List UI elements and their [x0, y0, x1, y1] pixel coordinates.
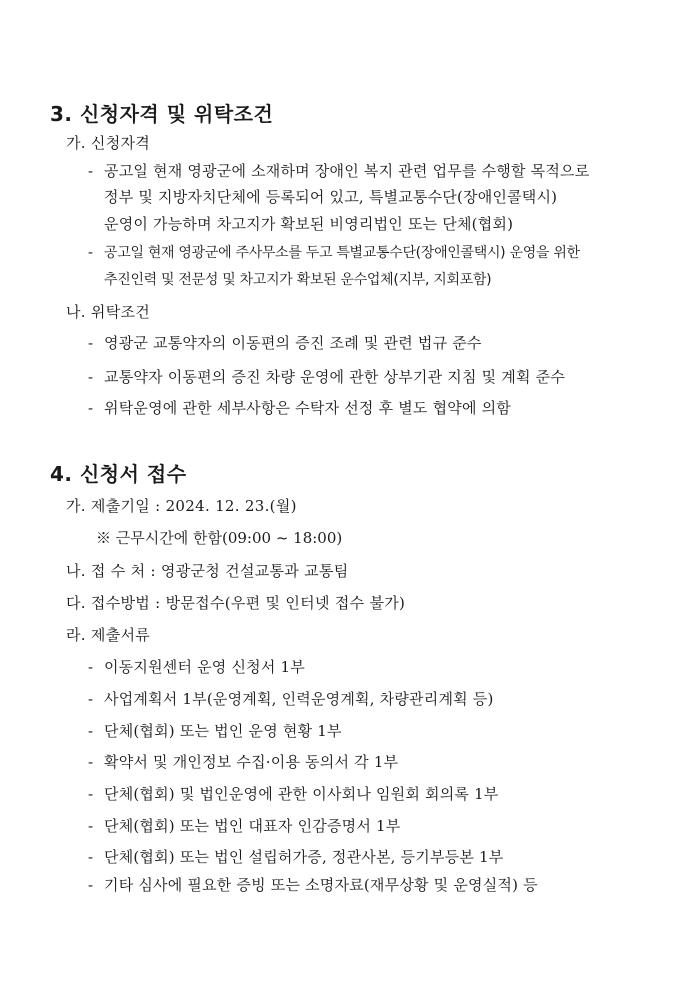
list-item — [88, 366, 565, 387]
bullet-dash: - — [88, 876, 94, 894]
list-item — [88, 160, 589, 181]
bullet-dash: - — [88, 368, 94, 386]
list-item — [88, 783, 499, 804]
list-item — [88, 751, 398, 772]
bullet-dash: - — [88, 848, 94, 866]
subsection-deadline: 가. 제출기일 : 2024. 12. 23.(월) — [66, 497, 297, 515]
item-text: 영광군 교통약자의 이동편의 증진 조례 및 관련 법규 준수 — [104, 334, 482, 352]
subsection-required-documents: 라. 제출서류 — [66, 626, 151, 644]
bullet-dash: - — [88, 245, 93, 261]
item-text: 공고일 현재 영광군에 주사무소를 두고 특별교통수단(장애인콜택시) 운영을 위한 — [104, 245, 580, 261]
subsection-reception-office: 나. 접 수 처 : 영광군청 건설교통과 교통팀 — [66, 562, 349, 580]
item-text: 확약서 및 개인정보 수집·이용 동의서 각 1부 — [104, 753, 399, 771]
item-text: 이동지원센터 운영 신청서 1부 — [104, 658, 305, 676]
item-text: 기타 심사에 필요한 증빙 또는 소명자료(재무상황 및 운영실적) 등 — [104, 876, 538, 894]
bullet-dash: - — [88, 785, 94, 803]
list-item — [88, 815, 400, 836]
bullet-dash: - — [88, 658, 94, 676]
bullet-dash: - — [88, 722, 94, 740]
list-item — [88, 720, 342, 741]
bullet-dash: - — [88, 817, 94, 835]
bullet-dash: - — [88, 334, 94, 352]
list-item — [88, 874, 538, 895]
item-text: 단체(협회) 및 법인운영에 관한 이사회나 임원회 회의록 1부 — [104, 785, 499, 803]
subsection-consignment-terms: 나. 위탁조건 — [66, 303, 151, 321]
list-item — [88, 656, 305, 677]
list-item — [88, 397, 511, 418]
subsection-eligibility: 가. 신청자격 — [66, 134, 151, 152]
item-continuation: 운영이 가능하며 차고지가 확보된 비영리법인 또는 단체(협회) — [104, 215, 514, 233]
list-item — [88, 242, 580, 262]
list-item — [88, 846, 503, 867]
item-continuation: 추진인력 및 전문성 및 차고지가 확보된 운수업체(지부, 지회포함) — [104, 272, 492, 288]
note-office-hours: ※ 근무시간에 한함(09:00 ~ 18:00) — [96, 529, 343, 547]
bullet-dash: - — [88, 399, 94, 417]
bullet-dash: - — [88, 753, 94, 771]
bullet-dash: - — [88, 690, 94, 708]
list-item — [88, 332, 482, 353]
list-item — [88, 688, 494, 709]
section-heading-application-submission: 4. 신청서 접수 — [50, 462, 187, 486]
item-text: 단체(협회) 또는 법인 운영 현황 1부 — [104, 722, 342, 740]
section-heading-eligibility: 3. 신청자격 및 위탁조건 — [50, 102, 274, 126]
bullet-dash: - — [88, 162, 94, 180]
item-text: 위탁운영에 관한 세부사항은 수탁자 선정 후 별도 협약에 의함 — [104, 399, 511, 417]
item-text: 사업계획서 1부(운영계획, 인력운영계획, 차량관리계획 등) — [104, 690, 494, 708]
item-text: 공고일 현재 영광군에 소재하며 장애인 복지 관련 업무를 수행할 목적으로 — [104, 162, 590, 180]
item-text: 교통약자 이동편의 증진 차량 운영에 관한 상부기관 지침 및 계획 준수 — [104, 368, 566, 386]
item-text: 단체(협회) 또는 법인 설립허가증, 정관사본, 등기부등본 1부 — [104, 848, 504, 866]
item-continuation: 정부 및 지방자치단체에 등록되어 있고, 특별교통수단(장애인콜택시) — [104, 188, 558, 206]
subsection-reception-method: 다. 접수방법 : 방문접수(우편 및 인터넷 접수 불가) — [66, 594, 406, 612]
item-text: 단체(협회) 또는 법인 대표자 인감증명서 1부 — [104, 817, 401, 835]
